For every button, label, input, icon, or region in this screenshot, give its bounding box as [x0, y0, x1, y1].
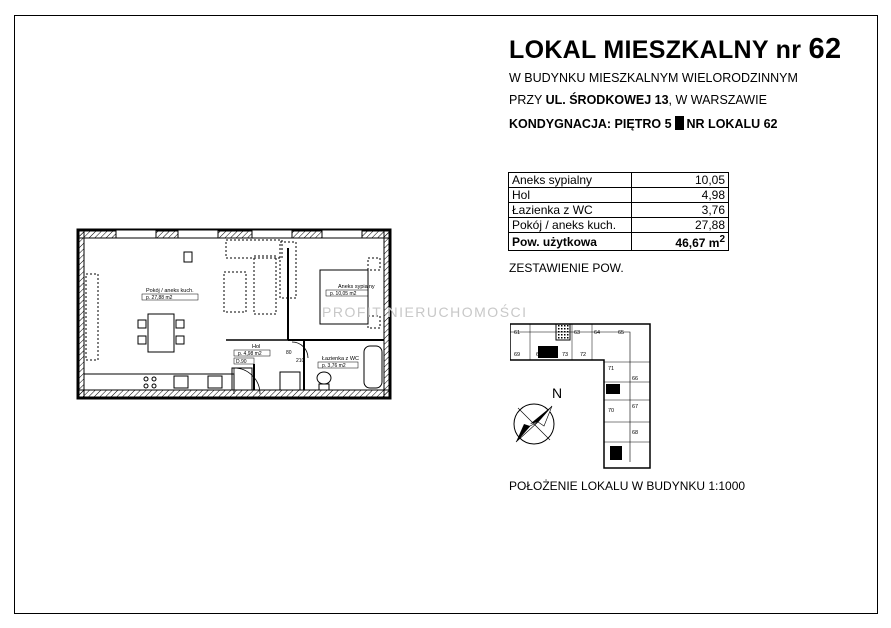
table-row-total: Pow. użytkowa 46,67 $m^2$: [509, 233, 729, 251]
svg-text:62: 62: [536, 352, 543, 358]
room-label-bedroom: Aneks sypialny: [338, 284, 375, 290]
building-line: W BUDYNKU MIESZKALNYM WIELORODZINNYM: [509, 71, 798, 85]
door-height: 210: [296, 358, 305, 364]
street: UL. ŚRODKOWEJ 13: [545, 93, 669, 107]
room-label-living: Pokój / aneks kuch.: [146, 288, 194, 294]
svg-text:61: 61: [514, 330, 521, 336]
room-area-bedroom: p. 10,05 m2: [330, 291, 357, 297]
table-caption: ZESTAWIENIE POW.: [509, 261, 624, 275]
floor-line: KONDYGNACJA: PIĘTRO 5 NR LOKALU 62: [509, 117, 778, 131]
svg-text:72: 72: [580, 352, 587, 358]
table-row: Łazienka z WC 3,76: [509, 203, 729, 218]
svg-text:63: 63: [574, 330, 581, 336]
svg-text:65: 65: [618, 330, 625, 336]
svg-text:67: 67: [632, 404, 639, 410]
page-title: LOKAL MIESZKALNY nr 62: [509, 33, 842, 65]
watermark: PROFIT NIERUCHOMOŚCI: [322, 304, 528, 320]
svg-text:66: 66: [632, 376, 639, 382]
address-line: PRZY UL. ŚRODKOWEJ 13, W WARSZAWIE: [509, 93, 767, 107]
svg-text:69: 69: [514, 352, 521, 358]
table-row: Pokój / aneks kuch. 27,88: [509, 218, 729, 233]
compass-icon: [510, 380, 580, 460]
room-area-hall: p. 4,98 m2: [238, 351, 262, 357]
svg-text:73: 73: [562, 352, 569, 358]
room-label-hall: Hol: [252, 344, 261, 350]
compass-north-label: N: [552, 385, 563, 401]
svg-text:70: 70: [608, 408, 615, 414]
door-width: 80: [286, 350, 292, 356]
svg-text:71: 71: [608, 366, 615, 372]
door-label: D.90: [236, 359, 247, 365]
room-label-bathroom: Łazienka z WC: [322, 356, 359, 362]
table-row: Hol 4,98: [509, 188, 729, 203]
unit-number: 62: [808, 33, 842, 65]
room-area-living: p. 27,88 m2: [146, 295, 173, 301]
svg-text:64: 64: [594, 330, 601, 336]
marker-block: [675, 116, 684, 130]
table-row: Aneks sypialny 10,05: [509, 173, 729, 188]
room-area-bathroom: p. 3,76 m2: [322, 363, 346, 369]
svg-text:68: 68: [632, 430, 639, 436]
area-table: [508, 172, 729, 251]
site-caption: POŁOŻENIE LOKALU W BUDYNKU 1:1000: [509, 479, 746, 493]
